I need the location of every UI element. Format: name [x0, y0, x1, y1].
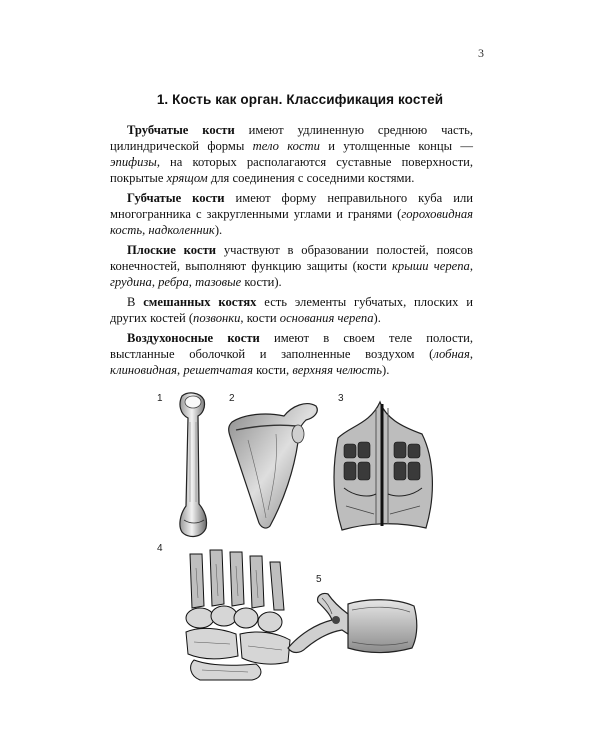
text-run: тазовые: [195, 275, 242, 289]
text-run: ).: [373, 311, 381, 325]
text-run: ,: [177, 363, 184, 377]
text-run: ,: [142, 223, 149, 237]
foot-bones-illustration: [180, 548, 300, 682]
text-run: , кости: [240, 311, 280, 325]
text-run: имеют форму неправильного куба или многогранника с закругленными углами и гранями (: [110, 191, 473, 221]
text-run: Трубчатые кости: [127, 123, 235, 137]
text-run: решетчатая: [183, 363, 253, 377]
text-run: В: [127, 295, 144, 309]
figure-label-1: 1: [157, 393, 163, 404]
text-run: кости).: [241, 275, 282, 289]
text-run: для соединения с соседними костями.: [207, 171, 415, 185]
text-run: позвонки: [193, 311, 241, 325]
paragraph-mixed: [110, 294, 473, 326]
humerus-illustration: [168, 392, 220, 542]
text-run: и утолщенные концы —: [319, 139, 473, 153]
text-run: Губчатые кости: [127, 191, 225, 205]
vertebra-illustration: [286, 590, 420, 660]
text-run: гороховидная кость: [110, 207, 473, 237]
text-run: грудина: [110, 275, 152, 289]
text-run: хрящом: [166, 171, 208, 185]
text-run: участвуют в образовании полостей, поясов конечностей, выполняют функцию защиты (кости: [110, 243, 474, 273]
figure-label-3: 3: [338, 393, 344, 404]
text-run: ,: [188, 275, 196, 289]
ethmoid-bone-illustration: [330, 398, 440, 538]
paragraph-pneumatic: [110, 330, 473, 378]
text-run: надколенник: [148, 223, 215, 237]
text-run: крыши черепа: [392, 259, 470, 273]
text-run: , на которых располагаются суставные поверхности, покрытые: [110, 155, 473, 185]
paragraph-spongy: [110, 190, 473, 238]
page-number: 3: [478, 46, 484, 60]
text-run: есть элементы губчатых, плоских и других костей (: [110, 295, 473, 325]
text-run: ребра: [158, 275, 189, 289]
figure-label-2: 2: [229, 393, 235, 404]
text-run: смешанных костях: [143, 295, 257, 309]
text-run: основания черепа: [279, 311, 374, 325]
text-run: ,: [151, 275, 159, 289]
text-run: Плоские кости: [127, 243, 217, 257]
text-run: ,: [469, 347, 473, 361]
section-heading: 1. Кость как орган. Классификация костей: [156, 92, 444, 107]
text-run: эпифизы: [110, 155, 157, 169]
paragraph-tubular: [110, 122, 473, 186]
figure-label-4: 4: [157, 543, 163, 554]
body-text: [110, 122, 473, 382]
text-run: ).: [214, 223, 223, 237]
text-run: Воздухоносные кости: [127, 331, 260, 345]
text-run: имеют в своем теле полости, выстланные оболочкой и заполненные воздухом (: [110, 331, 473, 361]
text-run: кости,: [252, 363, 293, 377]
paragraph-flat: [110, 242, 473, 290]
text-run: имеют удлиненную среднюю часть, цилиндрической формы: [110, 123, 473, 153]
text-run: тело кости: [252, 139, 320, 153]
text-run: ,: [469, 259, 473, 273]
text-run: верхняя челюсть: [292, 363, 383, 377]
scapula-illustration: [226, 400, 322, 530]
text-run: клиновидная: [110, 363, 178, 377]
figure-label-5: 5: [316, 574, 322, 585]
text-run: ).: [382, 363, 390, 377]
text-run: лобная: [433, 347, 470, 361]
